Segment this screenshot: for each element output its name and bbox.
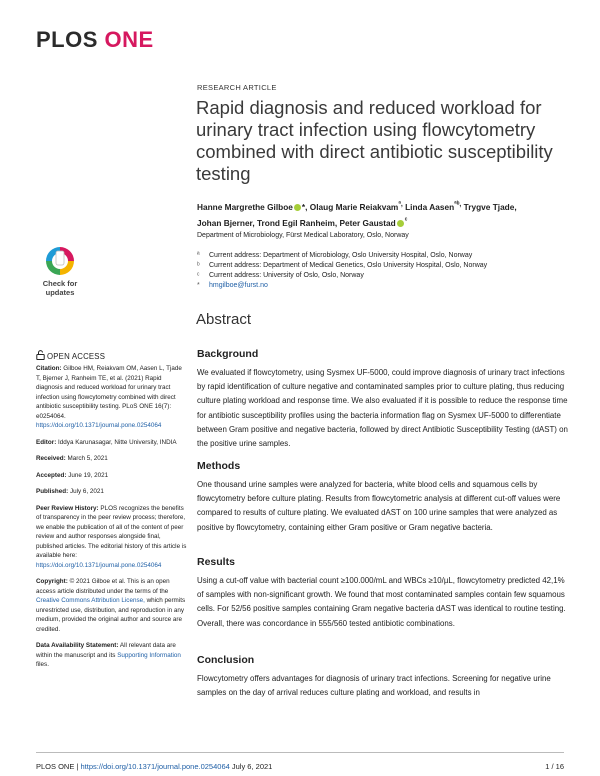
- peer-review-link[interactable]: https://doi.org/10.1371/journal.pone.0254064: [36, 561, 162, 569]
- conclusion-section: [197, 654, 569, 700]
- published-date: Published: July 6, 2021: [36, 488, 104, 495]
- section-text: Using a cut-off value with bacterial count ≥100.000/mL and WBCs ≥10/µL, flowcytometry predicted 42,1% of samples with non-significant growth. We found that most contaminated samples contain few squamous cells. For 52/56 positive samples containing Gram negative bacteria dAST was identical to routine testing. Overall, there was concordance in 555/560 tested antibiotic combinations.: [197, 576, 566, 628]
- page-number: 1 / 16: [545, 762, 564, 771]
- accepted-date: Accepted: June 19, 2021: [36, 471, 109, 479]
- results-section: [197, 556, 569, 631]
- abstract-heading: Abstract: [196, 311, 252, 328]
- article-type-label: RESEARCH ARTICLE: [197, 83, 277, 92]
- page-footer: PLOS ONE | https://doi.org/10.1371/journal.pone.0254064 July 6, 2021 1 / 16: [36, 762, 564, 771]
- section-text: We evaluated if flowcytometry, using Sysmex UF-5000, could improve diagnosis of urinary tract infections by rapid identification of culture negative and contaminated samples prior to culture plating, thus reducing culture plating workload and response time. We also evaluated if it is possible to reduce the response time for antibiotic susceptibility profiles using the bacteria information flag on Sysmex UF-5000 to differentiate between Gram positive and negative bacteria, followed by direct Antibiotic Susceptibility Testing (dAST) on the positive urine samples.: [197, 368, 568, 449]
- author-list: Hanne Margrethe Gilboe *, Olaug Marie Reiakvam$^{ª,}$ Linda Aasen$^{ªᵇ,}$ Trygve Tjade, Johan Bjerner, Trond Egil Ranheim, Peter Gaustad $^ᶜ$: [197, 201, 517, 228]
- section-heading: Methods: [197, 460, 241, 472]
- peer-review-block: Peer Review History: PLOS recognizes the benefits of transparency in the peer review process; therefore, we enable the publication of all of the content of peer review and author responses alongside final, published articles. The editorial history of this article is available here: https://doi.org/10.1371/journal.pone.0254064: [36, 504, 187, 569]
- orcid-icon[interactable]: [294, 204, 301, 211]
- data-availability-block: Data Availability Statement: All relevant data are within the manuscript and its Supporting Information files.: [36, 642, 181, 668]
- methods-section: [197, 460, 569, 535]
- section-heading: Results: [197, 556, 235, 568]
- note-line: ª Current address: Department of Microbiology, Oslo University Hospital, Oslo, Norway: [197, 252, 473, 259]
- journal-logo: PLOS ONE: [36, 27, 154, 52]
- copyright-block: Copyright: © 2021 Gilboe et al. This is an open access article distributed under the terms of the Creative Commons Attribution License, which permits unrestricted use, distribution, and reproduction in any medium, provided the original author and source are credited.: [36, 578, 186, 633]
- email-link[interactable]: hmgilboe@furst.no: [209, 282, 268, 289]
- footer-divider: [36, 752, 564, 753]
- section-heading: Conclusion: [197, 654, 255, 666]
- article-metadata-sidebar: [36, 364, 188, 677]
- affiliation: Department of Microbiology, Fürst Medical Laboratory, Oslo, Norway: [197, 232, 409, 239]
- footer-doi-link[interactable]: https://doi.org/10.1371/journal.pone.0254064: [80, 762, 230, 771]
- author-name[interactable]: Linda Aasen: [405, 201, 455, 212]
- note-line: * hmgilboe@furst.no: [197, 282, 268, 289]
- open-access-label: OPEN ACCESS: [36, 350, 105, 361]
- section-heading: Background: [197, 348, 259, 360]
- check-updates-icon: [40, 245, 80, 277]
- check-for-updates-badge[interactable]: [36, 245, 84, 303]
- orcid-icon[interactable]: [397, 220, 404, 227]
- check-updates-text: updates: [45, 287, 75, 297]
- article-title: Rapid diagnosis and reduced workload for urinary tract infection using flowcytometry combined with direct antibiotic susceptibility testing: [196, 97, 553, 184]
- citation-doi-link[interactable]: https://doi.org/10.1371/journal.pone.0254064: [36, 422, 162, 429]
- section-text: Flowcytometry offers advantages for diagnosis of urinary tract infections. Screening for negative urine samples on the day of arrival reduces culture plating and workload, and results in: [197, 674, 551, 698]
- supporting-info-link[interactable]: Supporting Information: [117, 651, 181, 659]
- editor-block: Editor: Iddya Karunasagar, Nitte University, INDIA: [36, 438, 177, 446]
- author-name[interactable]: Johan Bjerner, Trond Egil Ranheim, Peter Gaustad: [197, 217, 396, 228]
- lock-open-icon: [36, 350, 45, 360]
- author-name[interactable]: Hanne Margrethe Gilboe: [197, 201, 293, 212]
- background-section: [197, 348, 569, 451]
- citation-block: Citation: Gilboe HM, Reiakvam OM, Aasen L, Tjade T, Bjerner J, Ranheim TE, et al. (2021) Rapid diagnosis and reduced workload for urinary tract infection using flowcytometry combined with direct antibiotic susceptibility testing. PLoS ONE 16(7): e0254064. https://doi.org/10.1371/journal.pone.0254064: [36, 365, 182, 429]
- note-line: ᵇ Current address: Department of Medical Genetics, Oslo University Hospital, Oslo, Norway: [197, 262, 488, 269]
- note-line: ᶜ Current address: University of Oslo, Oslo, Norway: [197, 272, 364, 279]
- received-date: Received: March 5, 2021: [36, 455, 108, 462]
- author-notes: [197, 251, 487, 291]
- author-name[interactable]: Olaug Marie Reiakvam: [309, 201, 399, 212]
- check-updates-text: Check for: [42, 279, 78, 288]
- author-name[interactable]: Trygve Tjade,: [463, 201, 517, 212]
- license-link[interactable]: Creative Commons Attribution License,: [36, 597, 145, 604]
- section-text: One thousand urine samples were analyzed for bacteria, white blood cells and squamous cells by flowcytometry before culture plating. Results from flowcytometric analysis at different cut-off values were compared to results of culture plating. We evaluated dAST on 100 urine samples that were analyzed as positive by flowcytometry, containing either Gram positive or Gram negative bacteria.: [197, 480, 561, 532]
